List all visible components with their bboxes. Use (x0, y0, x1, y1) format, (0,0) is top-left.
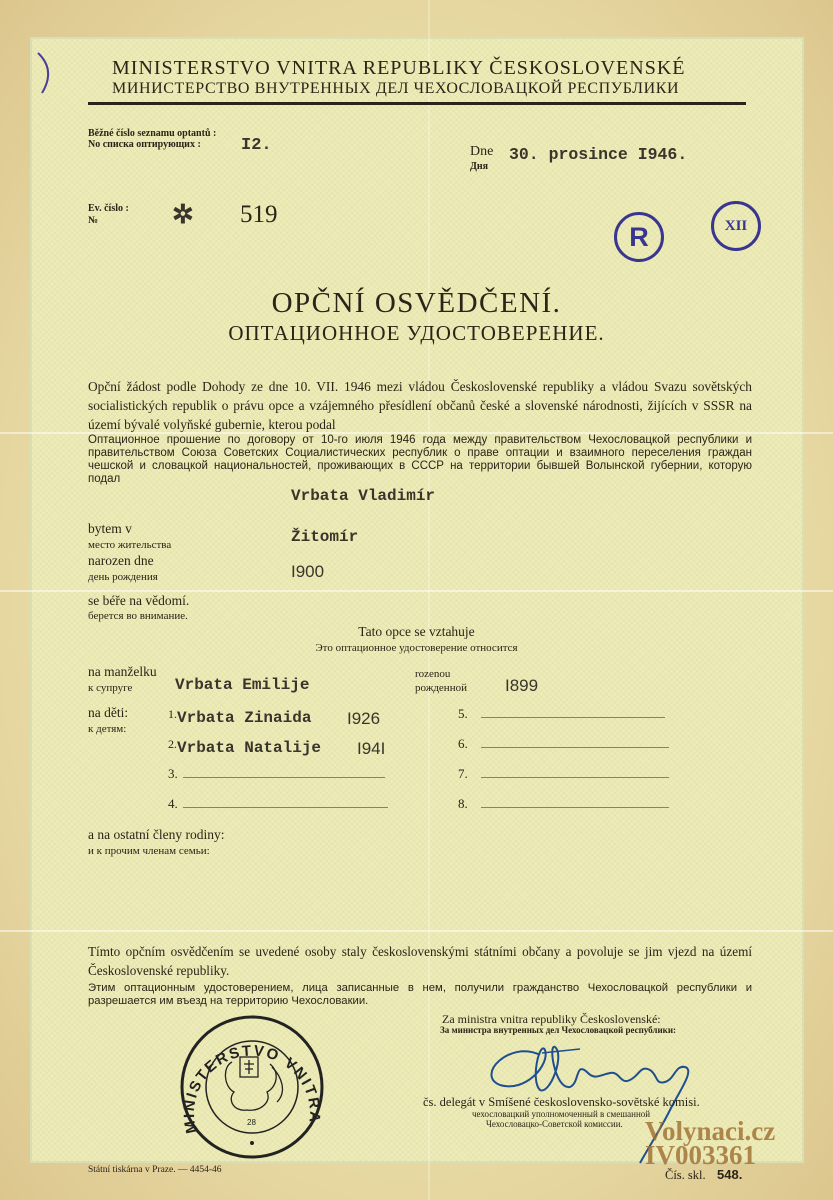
ministry-title-ru: МИНИСТЕРСТВО ВНУТРЕННЫХ ДЕЛ ЧЕХОСЛОВАЦКОЙ РЕСПУБЛИКИ (112, 80, 680, 97)
born-label-ru: день рождения (88, 571, 158, 583)
certificate-title-cz: OPČNÍ OSVĚDČENÍ. (271, 287, 562, 319)
other-members-label-cz: a na ostatní členy rodiny: (88, 827, 225, 842)
applies-text-ru: Это оптационное удостоверение относится (315, 642, 518, 654)
child-number: 7. (458, 766, 468, 781)
delegate-title-ru-1: чехословацкий уполномоченный в смешанной (472, 1109, 651, 1119)
child-number: 1. (168, 707, 177, 721)
date-label-ru: Дня (470, 161, 489, 172)
residence-label-ru: место жительства (88, 539, 172, 551)
spouse-born-label-cz: rozenou (415, 668, 451, 680)
child-number: 8. (458, 796, 468, 811)
child-year: I926 (347, 709, 381, 728)
children-label-cz: na děti: (88, 705, 129, 720)
date-label-cz: Dne (470, 144, 494, 159)
registered-stamp: R (614, 212, 664, 262)
child-number: 5. (458, 706, 468, 721)
list-number-label-ru: No списка оптирующих : (88, 139, 201, 150)
intro-text-cz: Opční žádost podle Dohody ze dne 10. VII. 1946 mezi vládou Československé republiky a vládou Svazu sovětských socialistických republik o právu opce a vzájemného přesídlení občanů české a slovenské národnosti, žijících v SSSR na území bývalé volyňské gubernie, kterou podal (88, 379, 752, 432)
form-number-value: 548. (717, 1167, 743, 1182)
child-number: 4. (168, 796, 178, 811)
asterisk-icon: ✲ (172, 200, 194, 229)
applicant-name: Vrbata Vladimír (291, 487, 436, 505)
spouse-label-cz: na manželku (88, 664, 157, 679)
district-xii-stamp: XII (711, 201, 761, 251)
blank-line (183, 777, 385, 778)
child-name: Vrbata Zinaida (177, 709, 312, 727)
fold-line (0, 930, 833, 932)
partial-stamp-icon (30, 48, 60, 98)
form-number-label: Čís. skl. (665, 1168, 706, 1182)
date-value: 30. prosince I946. (509, 145, 688, 164)
conclusion-text-ru: Этим оптационным удостоверением, лица записанные в нем, получили гражданство Чехословацкой республики и разрешается им въезд на территорию Чехословакии. (88, 982, 752, 1007)
blank-line (481, 717, 665, 718)
blank-line (183, 807, 388, 808)
watermark-site: Volynaci.cz (645, 1116, 776, 1146)
spouse-born-value: I899 (505, 676, 539, 695)
blank-line (481, 807, 669, 808)
ev-number-value: 519 (240, 201, 278, 228)
list-number-value: I2. (241, 136, 272, 155)
watermark-id: IV003361 (645, 1140, 757, 1170)
svg-text:MINISTERSTVO VNITRA: MINISTERSTVO VNITRA (180, 1042, 324, 1135)
spouse-born-label-ru: рожденной (415, 682, 467, 694)
blank-line (481, 777, 669, 778)
fold-line (428, 0, 430, 1200)
child-number: 6. (458, 736, 468, 751)
ministry-title-cz: MINISTERSTVO VNITRA REPUBLIKY ČESKOSLOVENSKÉ (112, 57, 686, 79)
born-value: I900 (291, 562, 325, 581)
intro-text-ru: Оптационное прошение по договору от 10-го июля 1946 года между правительством Чехословацкой республики и правительством Союза Советских Социалистических республик о праве оптации и взаимного переселения граждан чешской и словацкой национальностей, проживающих в СССР на территории бывшей Волынской губернии, которую подал (88, 434, 752, 485)
svg-text:28: 28 (247, 1118, 256, 1127)
spouse-label-ru: к супруге (88, 682, 133, 694)
child-year: I94I (357, 739, 386, 758)
delegate-title-ru-2: Чехословацко-Советской комиссии. (486, 1119, 623, 1129)
delegate-title-cz: čs. delegát v Smíšené československo-sovětské komisi. (423, 1095, 700, 1109)
for-minister-cz: Za ministra vnitra republiky Československé: (442, 1012, 661, 1026)
conclusion-text-cz: Tímto opčním osvědčením se uvedené osoby staly československými státními občany a povoluje se jim vjezd na území Československé republiky. (88, 944, 752, 978)
list-number-label-cz: Běžné číslo seznamu optantů : (88, 128, 217, 139)
certificate-title-ru: ОПТАЦИОННОЕ УДОСТОВЕРЕНИЕ. (228, 321, 605, 345)
ev-number-label-ru: № (88, 215, 99, 226)
noted-text-cz: se béře na vědomí. (88, 593, 190, 608)
blank-line (481, 747, 669, 748)
spouse-name: Vrbata Emilije (175, 676, 310, 694)
child-name: Vrbata Natalije (177, 739, 322, 757)
ev-number-label-cz: Ev. číslo : (88, 203, 129, 214)
for-minister-ru: За министра внутренных дел Чехословацкой республики: (440, 1025, 677, 1035)
header-rule (88, 102, 746, 105)
printer-imprint: Státní tiskárna v Praze. — 4454-46 (88, 1165, 222, 1175)
child-number: 3. (168, 766, 178, 781)
ministry-seal (172, 1012, 332, 1162)
lion-emblem-icon (225, 1057, 282, 1110)
born-label-cz: narozen dne (88, 553, 154, 568)
residence-label-cz: bytem v (88, 521, 132, 536)
residence-value: Žitomír (291, 528, 359, 546)
applies-text-cz: Tato opce se vztahuje (358, 624, 475, 639)
children-label-ru: к детям: (88, 723, 127, 735)
noted-text-ru: берется во внимание. (88, 610, 188, 622)
other-members-label-ru: и к прочим членам семьи: (88, 845, 210, 857)
child-number: 2. (168, 737, 177, 751)
fold-line (0, 590, 833, 592)
